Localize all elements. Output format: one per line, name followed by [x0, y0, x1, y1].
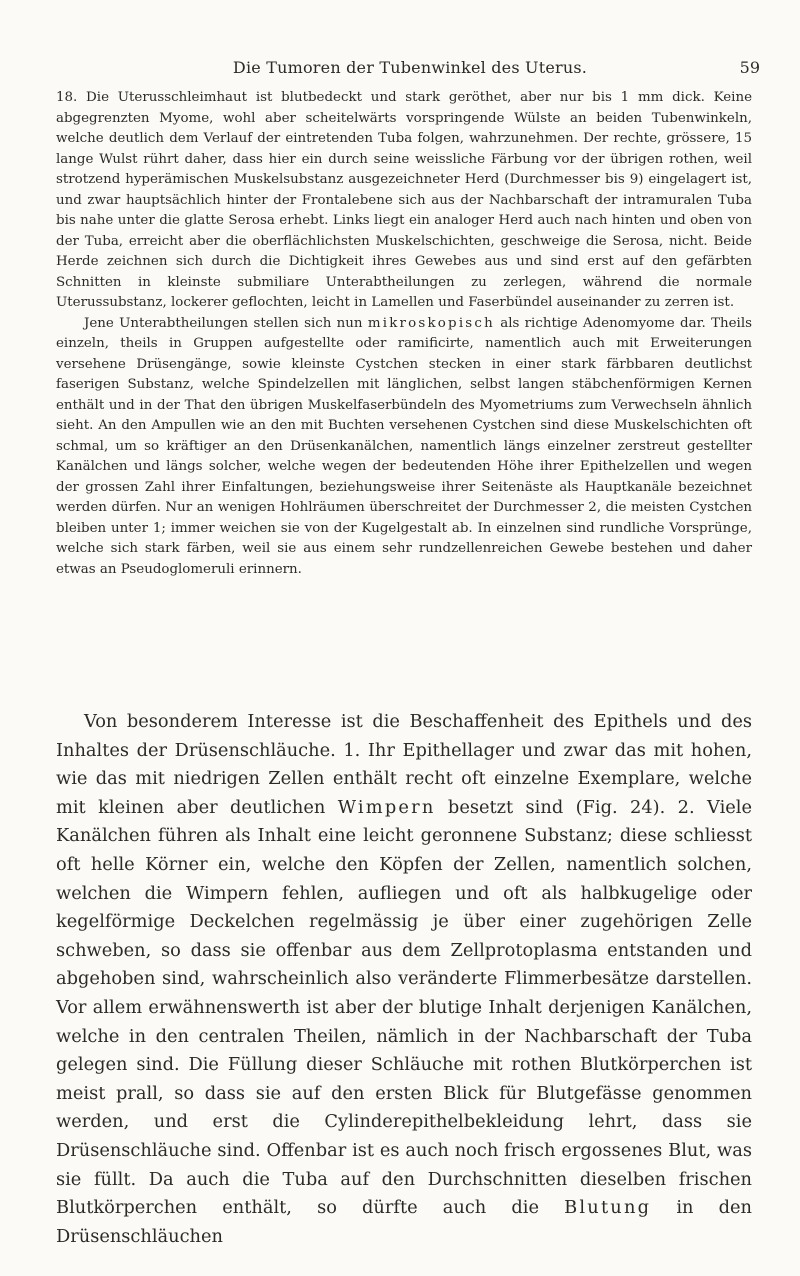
paragraph-text: in den Drüsenschläuchen — [56, 1197, 752, 1247]
case-18-paragraph-1: 18. Die Uterusschleimhaut ist blutbedeckt und stark geröthet, aber nur bis 1 mm dick. Keine abgegrenzten Myome, wohl aber scheitelwärts vorspringende Wülste an beiden Tubenwinkeln, welche deutlich dem Verlauf der eintretenden Tuba folgen, wahrzunehmen. Der rechte, grössere, 15 lange Wulst rührt daher, dass hier ein durch seine weissliche Färbung vor der übrigen rothen, weil strotzend hyperämischen Muskelsubstanz ausgezeichneter Herd (Durchmesser bis 9) eingelagert ist, und zwar hauptsächlich hinter der Frontalebene sich aus der Nachbarschaft der intramuralen Tuba bis nahe unter die glatte Serosa erhebt. Links liegt ein analoger Herd auch nach hinten und oben von der Tuba, erreicht aber die oberflächlichsten Muskelschichten, geschweige die Serosa, nicht. Beide Herde zeichnen sich durch die Dichtigkeit ihres Gewebes aus und sind erst auf den gefärbten Schnitten in kleinste submiliare Unterabtheilungen zu zerlegen, während die normale Uterussubstanz, lockerer geflochten, leicht in Lamellen und Faserbündel auseinander zu zerren ist. — [56, 90, 752, 310]
paragraph-text: besetzt sind (Fig. 24). 2. Viele Kanälchen führen als Inhalt eine leicht geronnene Substanz; diese schliesst oft helle Körner ein, welche den Köpfen der Zellen, namentlich solchen, welchen die Wimpern fehlen, aufliegen und oft als halbkugelige oder kegelförmige Deckelchen regelmässig je über einer zugehörigen Zelle schweben, so dass sie offenbar aus dem Zellprotoplasma entstanden und abgehoben sind, wahrscheinlich also veränderte Flimmerbesätze darstellen. Vor allem erwähnenswerth ist aber der blutige Inhalt derjenigen Kanälchen, welche in den centralen Theilen, nämlich in der Nachbarschaft der Tuba gelegen sind. Die Füllung dieser Schläuche mit rothen Blutkörperchen ist meist prall, so dass sie auf den ersten Blick für Blutgefässe genommen werden, und erst die Cylinderepithelbekleidung lehrt, dass sie Drüsenschläuche sind. Offenbar ist es auch noch frisch ergossenes Blut, was sie füllt. Da auch die Tuba auf den Durchschnitten dieselben frischen Blutkörperchen enthält, so dürfte auch die — [56, 796, 752, 1219]
paragraph-text: als richtige Adenomyome dar. Theils einzeln, theils in Gruppen aufgestellte oder ramificirte, namentlich auch mit Erweiterungen versehene Drüsengänge, sowie kleinste Cystchen stecken in einer stark färbbaren deutlichst faserigen Substanz, welche Spindelzellen mit länglichen, selbst langen stäbchenförmigen Kernen enthält und in der That den übrigen Muskelfaserbündeln des Myometriums zum Verwechseln ähnlich sieht. An den Ampullen wie an den mit Buchten versehenen Cystchen sind diese Muskelschichten oft schmal, um so kräftiger an den Drüsenkanälchen, namentlich längs einzelner zerstreut gestellter Kanälchen und längs solcher, welche wegen der bedeutenden Höhe ihrer Epithelzellen und wegen der grossen Zahl ihrer Einfaltungen, beziehungsweise ihrer Seitenäste als Hauptkanäle bezeichnet werden dürfen. Nur an wenigen Hohlräumen überschreitet der Durchmesser 2, die meisten Cystchen bleiben unter 1; immer weichen sie von der Kugelgestalt ab. In einzelnen sind rundliche Vorsprünge, welche sich stark färben, weil sie aus einem sehr rundzellenreichen Gewebe bestehen und daher etwas an Pseudoglomeruli erinnern. — [56, 315, 752, 577]
case-18-text — [56, 88, 752, 580]
emphasized-word: mikroskopisch — [367, 315, 495, 331]
paragraph-text: Von besonderem Interesse ist die Beschaffenheit des Epithels und des Inhaltes der Drüsenschläuche. 1. Ihr Epithellager und zwar das mit hohen, wie das mit niedrigen Zellen enthält recht oft einzelne Exemplare, welche mit kleinen aber deutlichen — [56, 711, 752, 818]
emphasized-word: Blutung — [564, 1197, 652, 1219]
epithelium-paragraph — [56, 708, 752, 1251]
page-number: 59 — [739, 58, 760, 77]
page-header — [60, 58, 760, 80]
running-title: Die Tumoren der Tubenwinkel des Uterus. — [232, 58, 588, 77]
emphasized-word: Wimpern — [337, 796, 436, 818]
epithelium-section — [56, 708, 752, 1251]
case-18-paragraph-2 — [56, 314, 752, 581]
paragraph-text: Jene Unterabtheilungen stellen sich nun — [84, 315, 368, 331]
